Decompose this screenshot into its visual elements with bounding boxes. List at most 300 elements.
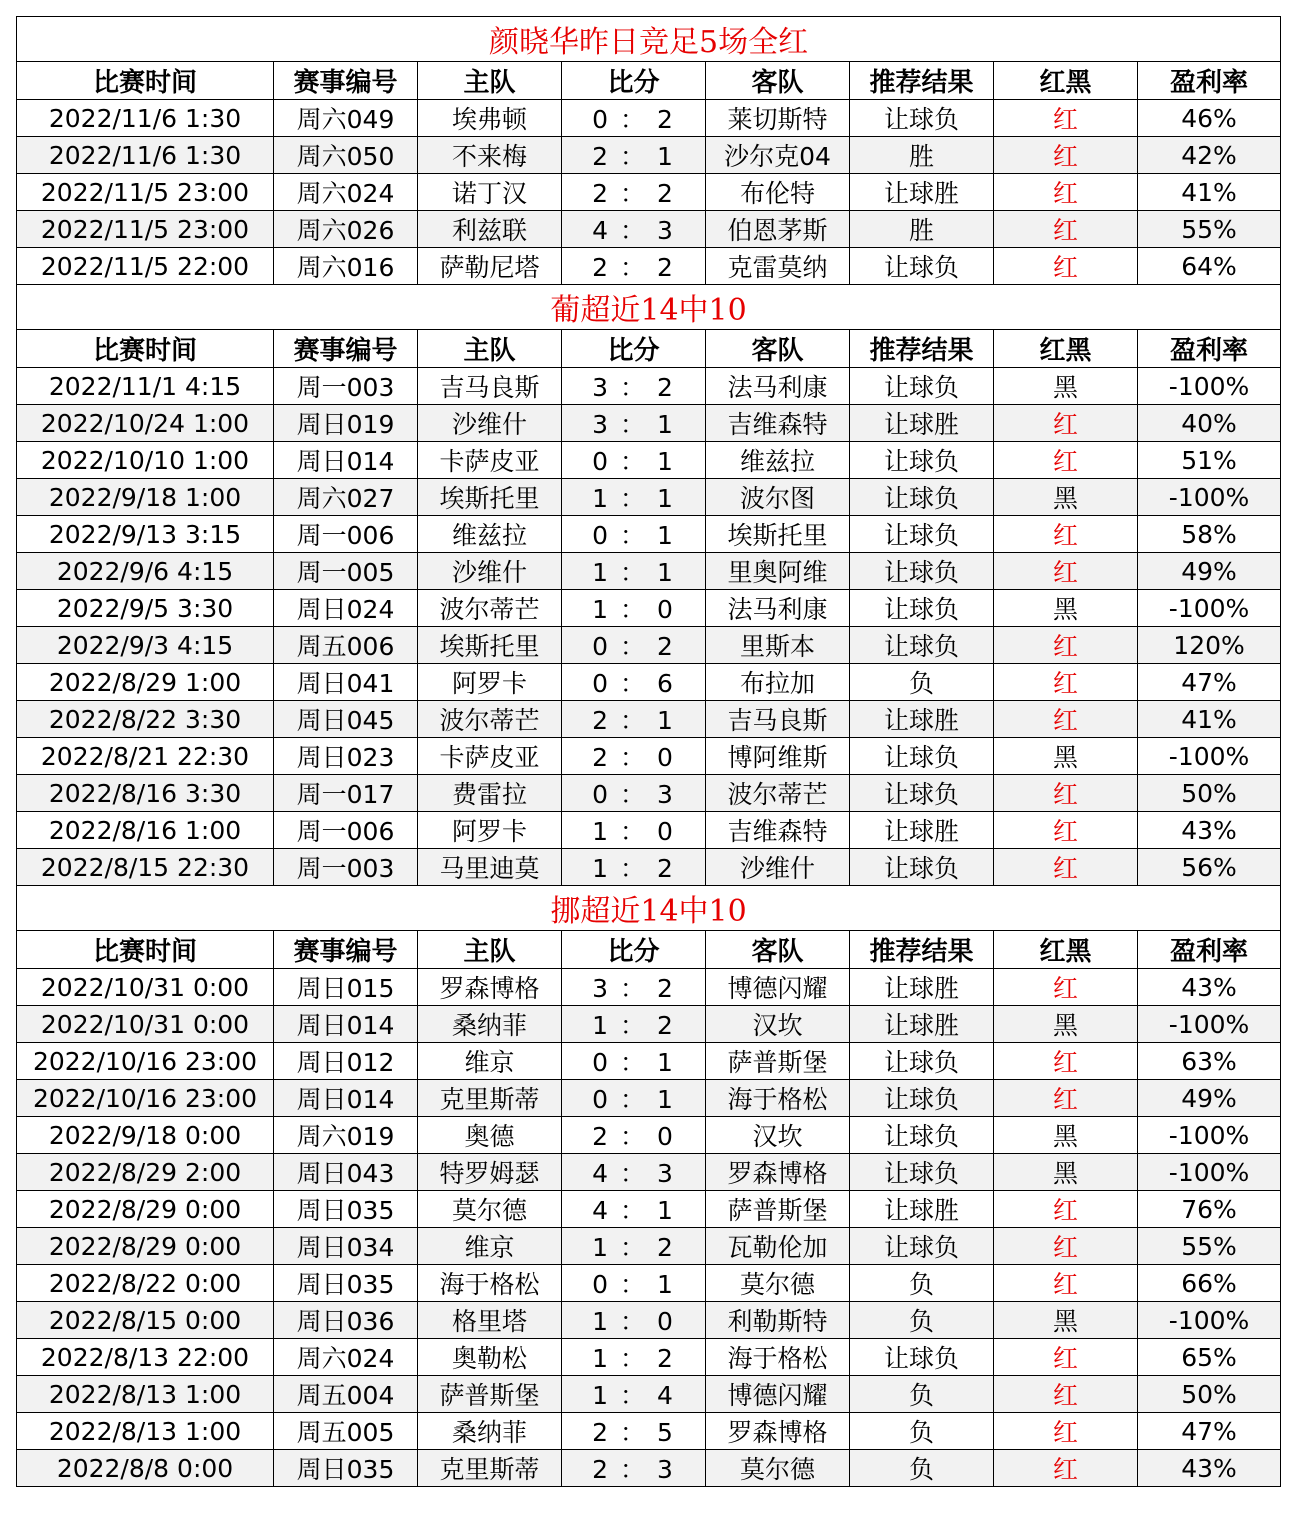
cell-match-time: 2022/10/31 0:00 (17, 969, 274, 1006)
table-row (17, 1228, 1281, 1265)
cell-away-team: 汉坎 (706, 1006, 850, 1043)
cell-profit-rate: 41% (1138, 174, 1281, 211)
cell-home-team: 格里塔 (418, 1302, 562, 1339)
section-title-row (17, 886, 1281, 931)
cell-profit-rate: 43% (1138, 969, 1281, 1006)
cell-recommendation: 让球负 (850, 442, 994, 479)
cell-home-team: 利兹联 (418, 211, 562, 248)
cell-home-team: 卡萨皮亚 (418, 738, 562, 775)
cell-profit-rate: -100% (1138, 479, 1281, 516)
cell-away-team: 吉维森特 (706, 812, 850, 849)
cell-score: 2 ： 0 (562, 1117, 706, 1154)
cell-recommendation: 让球负 (850, 1080, 994, 1117)
cell-match-time: 2022/10/16 23:00 (17, 1080, 274, 1117)
cell-away-team: 罗森博格 (706, 1154, 850, 1191)
cell-match-id: 周日035 (274, 1191, 418, 1228)
cell-match-time: 2022/8/16 3:30 (17, 775, 274, 812)
cell-score: 1 ： 0 (562, 812, 706, 849)
cell-recommendation: 让球胜 (850, 405, 994, 442)
cell-recommendation: 负 (850, 1450, 994, 1487)
cell-score: 1 ： 2 (562, 1339, 706, 1376)
cell-score: 1 ： 0 (562, 1302, 706, 1339)
cell-match-id: 周六016 (274, 248, 418, 285)
cell-profit-rate: 50% (1138, 775, 1281, 812)
column-header-match-time: 比赛时间 (17, 62, 274, 100)
cell-match-id: 周一003 (274, 368, 418, 405)
cell-recommendation: 让球胜 (850, 1006, 994, 1043)
cell-profit-rate: 40% (1138, 405, 1281, 442)
cell-profit-rate: 76% (1138, 1191, 1281, 1228)
cell-result: 红 (994, 1043, 1138, 1080)
cell-match-time: 2022/10/10 1:00 (17, 442, 274, 479)
cell-result: 红 (994, 1228, 1138, 1265)
cell-recommendation: 让球负 (850, 627, 994, 664)
cell-match-time: 2022/10/31 0:00 (17, 1006, 274, 1043)
cell-home-team: 波尔蒂芒 (418, 590, 562, 627)
cell-recommendation: 让球胜 (850, 701, 994, 738)
cell-match-id: 周日036 (274, 1302, 418, 1339)
cell-match-id: 周日041 (274, 664, 418, 701)
cell-recommendation: 让球负 (850, 479, 994, 516)
column-header-home-team: 主队 (418, 931, 562, 969)
cell-home-team: 埃弗顿 (418, 100, 562, 137)
cell-result: 黑 (994, 479, 1138, 516)
table-row (17, 405, 1281, 442)
cell-match-id: 周六026 (274, 211, 418, 248)
cell-away-team: 海于格松 (706, 1339, 850, 1376)
cell-result: 红 (994, 442, 1138, 479)
section-title: 颜晓华昨日竞足5场全红 (17, 17, 1281, 62)
table-row (17, 368, 1281, 405)
cell-home-team: 维京 (418, 1043, 562, 1080)
cell-match-time: 2022/8/29 0:00 (17, 1228, 274, 1265)
cell-score: 0 ： 1 (562, 1080, 706, 1117)
cell-away-team: 吉维森特 (706, 405, 850, 442)
cell-profit-rate: -100% (1138, 368, 1281, 405)
cell-result: 红 (994, 248, 1138, 285)
cell-match-time: 2022/11/6 1:30 (17, 100, 274, 137)
cell-away-team: 沙维什 (706, 849, 850, 886)
cell-match-time: 2022/8/29 0:00 (17, 1191, 274, 1228)
table-row (17, 775, 1281, 812)
cell-recommendation: 胜 (850, 211, 994, 248)
cell-home-team: 克里斯蒂 (418, 1450, 562, 1487)
cell-match-id: 周六024 (274, 174, 418, 211)
column-header-recommendation: 推荐结果 (850, 931, 994, 969)
table-row (17, 516, 1281, 553)
table-row (17, 174, 1281, 211)
cell-profit-rate: 43% (1138, 1450, 1281, 1487)
cell-home-team: 维京 (418, 1228, 562, 1265)
cell-match-id: 周六027 (274, 479, 418, 516)
table-body (17, 17, 1281, 1487)
cell-match-id: 周日043 (274, 1154, 418, 1191)
cell-result: 红 (994, 1265, 1138, 1302)
cell-match-id: 周日014 (274, 1080, 418, 1117)
cell-match-time: 2022/9/6 4:15 (17, 553, 274, 590)
cell-result: 红 (994, 1080, 1138, 1117)
header-row (17, 931, 1281, 969)
cell-profit-rate: 46% (1138, 100, 1281, 137)
cell-recommendation: 让球负 (850, 553, 994, 590)
cell-match-time: 2022/8/29 2:00 (17, 1154, 274, 1191)
cell-match-time: 2022/10/16 23:00 (17, 1043, 274, 1080)
table-row (17, 812, 1281, 849)
column-header-result: 红黑 (994, 931, 1138, 969)
table-row (17, 627, 1281, 664)
cell-home-team: 波尔蒂芒 (418, 701, 562, 738)
cell-score: 2 ： 2 (562, 248, 706, 285)
column-header-match-id: 赛事编号 (274, 330, 418, 368)
cell-profit-rate: -100% (1138, 1117, 1281, 1154)
cell-recommendation: 让球负 (850, 516, 994, 553)
cell-match-time: 2022/8/13 1:00 (17, 1413, 274, 1450)
table-row (17, 211, 1281, 248)
cell-home-team: 吉马良斯 (418, 368, 562, 405)
cell-result: 红 (994, 701, 1138, 738)
table-row (17, 1413, 1281, 1450)
cell-home-team: 埃斯托里 (418, 479, 562, 516)
cell-match-time: 2022/9/3 4:15 (17, 627, 274, 664)
cell-match-time: 2022/9/5 3:30 (17, 590, 274, 627)
header-row (17, 62, 1281, 100)
cell-home-team: 费雷拉 (418, 775, 562, 812)
cell-match-id: 周日012 (274, 1043, 418, 1080)
cell-result: 黑 (994, 1302, 1138, 1339)
table-row (17, 1154, 1281, 1191)
cell-match-id: 周日015 (274, 969, 418, 1006)
table-row (17, 1043, 1281, 1080)
cell-away-team: 沙尔克04 (706, 137, 850, 174)
cell-match-id: 周日014 (274, 1006, 418, 1043)
cell-profit-rate: 63% (1138, 1043, 1281, 1080)
cell-away-team: 莱切斯特 (706, 100, 850, 137)
cell-recommendation: 胜 (850, 137, 994, 174)
column-header-match-time: 比赛时间 (17, 330, 274, 368)
cell-home-team: 萨普斯堡 (418, 1376, 562, 1413)
cell-score: 4 ： 3 (562, 1154, 706, 1191)
cell-home-team: 卡萨皮亚 (418, 442, 562, 479)
cell-match-time: 2022/8/16 1:00 (17, 812, 274, 849)
cell-away-team: 海于格松 (706, 1080, 850, 1117)
cell-score: 1 ： 1 (562, 479, 706, 516)
cell-match-id: 周日035 (274, 1265, 418, 1302)
cell-match-id: 周五006 (274, 627, 418, 664)
cell-home-team: 阿罗卡 (418, 812, 562, 849)
column-header-home-team: 主队 (418, 330, 562, 368)
table-row (17, 1265, 1281, 1302)
column-header-recommendation: 推荐结果 (850, 330, 994, 368)
cell-recommendation: 负 (850, 1376, 994, 1413)
cell-result: 黑 (994, 1006, 1138, 1043)
cell-match-id: 周六049 (274, 100, 418, 137)
cell-away-team: 吉马良斯 (706, 701, 850, 738)
cell-recommendation: 让球负 (850, 738, 994, 775)
cell-result: 黑 (994, 368, 1138, 405)
cell-score: 0 ： 1 (562, 1265, 706, 1302)
cell-away-team: 波尔图 (706, 479, 850, 516)
cell-away-team: 博德闪耀 (706, 969, 850, 1006)
cell-match-time: 2022/9/13 3:15 (17, 516, 274, 553)
cell-away-team: 利勒斯特 (706, 1302, 850, 1339)
cell-result: 红 (994, 1339, 1138, 1376)
section-title: 挪超近14中10 (17, 886, 1281, 931)
cell-away-team: 汉坎 (706, 1117, 850, 1154)
cell-score: 1 ： 4 (562, 1376, 706, 1413)
cell-profit-rate: 49% (1138, 1080, 1281, 1117)
cell-match-id: 周一006 (274, 516, 418, 553)
cell-home-team: 特罗姆瑟 (418, 1154, 562, 1191)
cell-score: 2 ： 5 (562, 1413, 706, 1450)
column-header-score: 比分 (562, 931, 706, 969)
cell-away-team: 瓦勒伦加 (706, 1228, 850, 1265)
cell-recommendation: 让球负 (850, 368, 994, 405)
cell-result: 黑 (994, 590, 1138, 627)
section-title-row (17, 285, 1281, 330)
cell-away-team: 埃斯托里 (706, 516, 850, 553)
column-header-score: 比分 (562, 62, 706, 100)
cell-score: 0 ： 1 (562, 1043, 706, 1080)
cell-result: 红 (994, 1413, 1138, 1450)
cell-result: 红 (994, 100, 1138, 137)
cell-profit-rate: 64% (1138, 248, 1281, 285)
cell-score: 0 ： 6 (562, 664, 706, 701)
cell-home-team: 埃斯托里 (418, 627, 562, 664)
cell-home-team: 桑纳菲 (418, 1006, 562, 1043)
cell-recommendation: 负 (850, 1302, 994, 1339)
cell-result: 红 (994, 137, 1138, 174)
cell-match-time: 2022/8/15 0:00 (17, 1302, 274, 1339)
cell-recommendation: 让球胜 (850, 174, 994, 211)
cell-recommendation: 让球负 (850, 590, 994, 627)
column-header-home-team: 主队 (418, 62, 562, 100)
cell-match-time: 2022/8/15 22:30 (17, 849, 274, 886)
cell-match-time: 2022/11/5 23:00 (17, 174, 274, 211)
table-row (17, 1191, 1281, 1228)
column-header-match-id: 赛事编号 (274, 931, 418, 969)
cell-home-team: 海于格松 (418, 1265, 562, 1302)
column-header-away-team: 客队 (706, 62, 850, 100)
column-header-score: 比分 (562, 330, 706, 368)
cell-result: 红 (994, 1450, 1138, 1487)
cell-match-time: 2022/8/22 3:30 (17, 701, 274, 738)
table-row (17, 664, 1281, 701)
cell-away-team: 莫尔德 (706, 1265, 850, 1302)
cell-result: 红 (994, 174, 1138, 211)
table-row (17, 137, 1281, 174)
section-title: 葡超近14中10 (17, 285, 1281, 330)
cell-result: 红 (994, 812, 1138, 849)
column-header-profit-rate: 盈利率 (1138, 330, 1281, 368)
cell-profit-rate: 55% (1138, 1228, 1281, 1265)
cell-home-team: 奥勒松 (418, 1339, 562, 1376)
cell-score: 0 ： 2 (562, 627, 706, 664)
cell-profit-rate: 41% (1138, 701, 1281, 738)
cell-home-team: 不来梅 (418, 137, 562, 174)
cell-result: 红 (994, 211, 1138, 248)
column-header-away-team: 客队 (706, 931, 850, 969)
table-row (17, 100, 1281, 137)
cell-match-time: 2022/8/29 1:00 (17, 664, 274, 701)
table-row (17, 1080, 1281, 1117)
cell-recommendation: 让球负 (850, 100, 994, 137)
cell-home-team: 罗森博格 (418, 969, 562, 1006)
cell-recommendation: 让球负 (850, 849, 994, 886)
column-header-profit-rate: 盈利率 (1138, 62, 1281, 100)
cell-result: 红 (994, 969, 1138, 1006)
cell-home-team: 克里斯蒂 (418, 1080, 562, 1117)
cell-match-time: 2022/9/18 0:00 (17, 1117, 274, 1154)
cell-result: 红 (994, 1376, 1138, 1413)
table-row (17, 1302, 1281, 1339)
cell-profit-rate: 47% (1138, 664, 1281, 701)
cell-match-id: 周一017 (274, 775, 418, 812)
cell-away-team: 布伦特 (706, 174, 850, 211)
cell-score: 1 ： 1 (562, 553, 706, 590)
cell-profit-rate: -100% (1138, 1006, 1281, 1043)
cell-score: 3 ： 1 (562, 405, 706, 442)
cell-result: 红 (994, 664, 1138, 701)
cell-profit-rate: -100% (1138, 1302, 1281, 1339)
cell-match-id: 周五004 (274, 1376, 418, 1413)
cell-home-team: 诺丁汉 (418, 174, 562, 211)
cell-home-team: 萨勒尼塔 (418, 248, 562, 285)
cell-away-team: 波尔蒂芒 (706, 775, 850, 812)
cell-profit-rate: -100% (1138, 590, 1281, 627)
cell-away-team: 博阿维斯 (706, 738, 850, 775)
cell-profit-rate: 66% (1138, 1265, 1281, 1302)
column-header-match-time: 比赛时间 (17, 931, 274, 969)
column-header-away-team: 客队 (706, 330, 850, 368)
cell-home-team: 莫尔德 (418, 1191, 562, 1228)
cell-result: 红 (994, 553, 1138, 590)
cell-match-time: 2022/11/1 4:15 (17, 368, 274, 405)
cell-score: 1 ： 2 (562, 1006, 706, 1043)
cell-score: 3 ： 2 (562, 368, 706, 405)
cell-profit-rate: 51% (1138, 442, 1281, 479)
cell-recommendation: 让球负 (850, 1154, 994, 1191)
cell-result: 红 (994, 627, 1138, 664)
cell-profit-rate: 65% (1138, 1339, 1281, 1376)
cell-match-id: 周一006 (274, 812, 418, 849)
cell-score: 4 ： 1 (562, 1191, 706, 1228)
cell-home-team: 奥德 (418, 1117, 562, 1154)
cell-recommendation: 让球负 (850, 775, 994, 812)
table-row (17, 1339, 1281, 1376)
cell-score: 2 ： 3 (562, 1450, 706, 1487)
cell-score: 2 ： 1 (562, 137, 706, 174)
header-row (17, 330, 1281, 368)
cell-result: 红 (994, 405, 1138, 442)
cell-away-team: 罗森博格 (706, 1413, 850, 1450)
cell-match-id: 周日024 (274, 590, 418, 627)
cell-match-time: 2022/8/13 22:00 (17, 1339, 274, 1376)
cell-match-time: 2022/11/6 1:30 (17, 137, 274, 174)
cell-score: 3 ： 2 (562, 969, 706, 1006)
cell-away-team: 莫尔德 (706, 1450, 850, 1487)
cell-match-time: 2022/8/22 0:00 (17, 1265, 274, 1302)
cell-score: 2 ： 1 (562, 701, 706, 738)
cell-score: 0 ： 3 (562, 775, 706, 812)
cell-match-id: 周一003 (274, 849, 418, 886)
table-row (17, 248, 1281, 285)
cell-profit-rate: 58% (1138, 516, 1281, 553)
table-row (17, 1006, 1281, 1043)
cell-profit-rate: 42% (1138, 137, 1281, 174)
cell-result: 红 (994, 1191, 1138, 1228)
cell-recommendation: 负 (850, 664, 994, 701)
cell-recommendation: 负 (850, 1413, 994, 1450)
cell-result: 黑 (994, 1117, 1138, 1154)
cell-away-team: 克雷莫纳 (706, 248, 850, 285)
cell-match-id: 周日019 (274, 405, 418, 442)
cell-score: 2 ： 2 (562, 174, 706, 211)
section-title-row (17, 17, 1281, 62)
cell-match-id: 周日023 (274, 738, 418, 775)
cell-profit-rate: 50% (1138, 1376, 1281, 1413)
cell-profit-rate: 47% (1138, 1413, 1281, 1450)
cell-away-team: 里斯本 (706, 627, 850, 664)
cell-match-id: 周一005 (274, 553, 418, 590)
cell-match-id: 周六024 (274, 1339, 418, 1376)
cell-away-team: 博德闪耀 (706, 1376, 850, 1413)
column-header-result: 红黑 (994, 330, 1138, 368)
table-row (17, 849, 1281, 886)
cell-recommendation: 让球负 (850, 248, 994, 285)
cell-match-time: 2022/8/21 22:30 (17, 738, 274, 775)
cell-home-team: 桑纳菲 (418, 1413, 562, 1450)
cell-match-time: 2022/11/5 23:00 (17, 211, 274, 248)
cell-profit-rate: -100% (1138, 1154, 1281, 1191)
cell-match-id: 周六050 (274, 137, 418, 174)
cell-home-team: 维兹拉 (418, 516, 562, 553)
cell-home-team: 沙维什 (418, 553, 562, 590)
cell-recommendation: 让球胜 (850, 812, 994, 849)
cell-match-time: 2022/8/13 1:00 (17, 1376, 274, 1413)
cell-profit-rate: 49% (1138, 553, 1281, 590)
cell-home-team: 阿罗卡 (418, 664, 562, 701)
cell-profit-rate: 55% (1138, 211, 1281, 248)
table-row (17, 590, 1281, 627)
table-row (17, 1450, 1281, 1487)
column-header-recommendation: 推荐结果 (850, 62, 994, 100)
cell-result: 红 (994, 849, 1138, 886)
cell-match-time: 2022/10/24 1:00 (17, 405, 274, 442)
column-header-match-id: 赛事编号 (274, 62, 418, 100)
cell-result: 黑 (994, 738, 1138, 775)
cell-score: 4 ： 3 (562, 211, 706, 248)
cell-match-id: 周日014 (274, 442, 418, 479)
table-row (17, 738, 1281, 775)
results-table (16, 16, 1281, 1487)
cell-recommendation: 让球胜 (850, 1191, 994, 1228)
cell-profit-rate: 120% (1138, 627, 1281, 664)
cell-score: 0 ： 1 (562, 442, 706, 479)
cell-away-team: 里奥阿维 (706, 553, 850, 590)
cell-away-team: 伯恩茅斯 (706, 211, 850, 248)
cell-result: 黑 (994, 1154, 1138, 1191)
table-row (17, 442, 1281, 479)
cell-away-team: 萨普斯堡 (706, 1191, 850, 1228)
table-row (17, 701, 1281, 738)
cell-score: 1 ： 0 (562, 590, 706, 627)
cell-profit-rate: -100% (1138, 738, 1281, 775)
cell-match-id: 周日035 (274, 1450, 418, 1487)
cell-recommendation: 让球负 (850, 1117, 994, 1154)
cell-away-team: 布拉加 (706, 664, 850, 701)
cell-home-team: 马里迪莫 (418, 849, 562, 886)
cell-away-team: 维兹拉 (706, 442, 850, 479)
